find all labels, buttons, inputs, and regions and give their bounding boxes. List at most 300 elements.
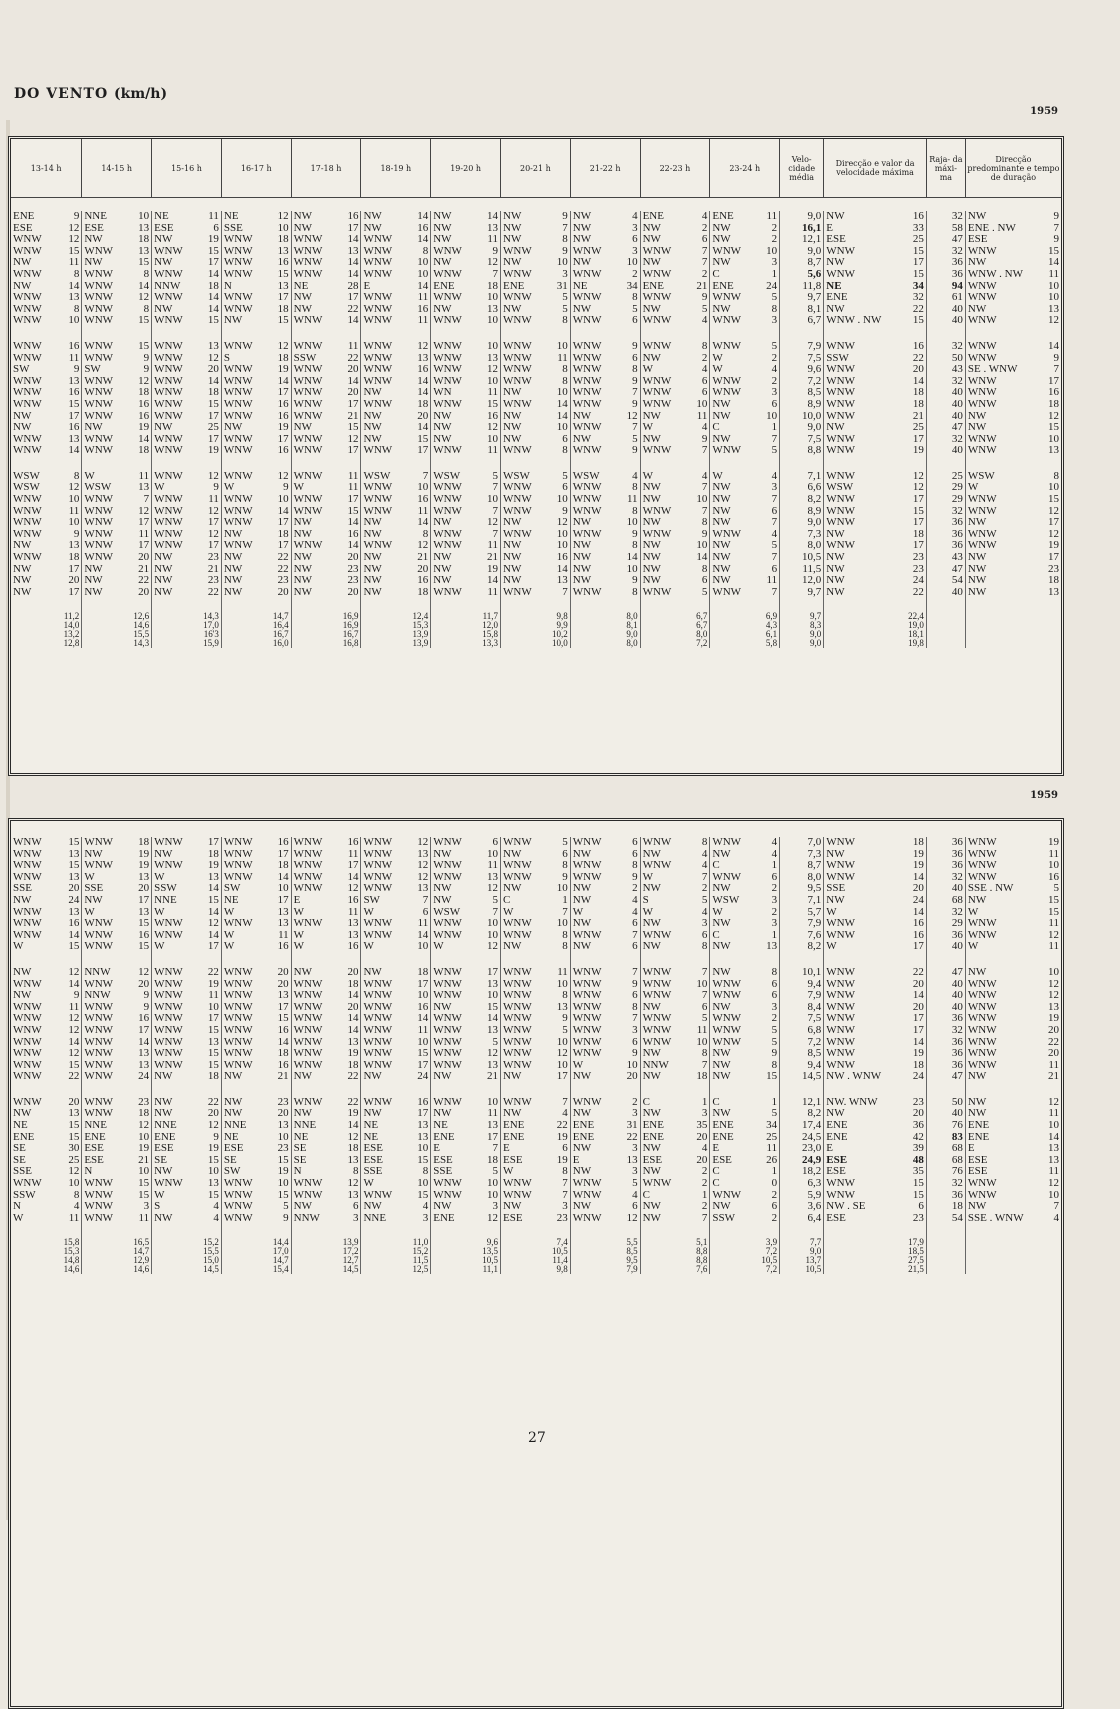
table-cell: 14 WNW	[221, 506, 291, 518]
summary-cell: 7,6	[640, 1265, 710, 1274]
summary-row	[11, 1247, 1061, 1256]
table-cell: 13 WNW	[11, 292, 82, 304]
table-cell: 16 WNW	[967, 871, 1059, 883]
table-cell: 23 ESE	[824, 1213, 927, 1225]
table-cell: 7 WNW	[501, 1178, 571, 1190]
table-cell: 22 NW	[221, 564, 291, 576]
table-row	[11, 269, 1061, 281]
table-cell: 8 WNW	[501, 315, 571, 327]
summary-row	[11, 1265, 1061, 1274]
table-cell: 11,5	[780, 564, 824, 576]
table-cell: 13 NW	[431, 304, 501, 316]
table-cell: 17 WNW	[82, 1025, 152, 1037]
table-row	[11, 387, 1061, 399]
summary-cell: 9,8	[501, 1265, 571, 1274]
table-cell: 7 WNW	[570, 967, 640, 979]
table-cell: 23 NW	[291, 564, 361, 576]
table-cell: 15 NW	[291, 422, 361, 434]
table-cell: 12 WNW	[967, 505, 1059, 517]
table-cell: 18 WNW	[221, 1048, 291, 1060]
table-cell: 15 SE	[221, 1155, 291, 1167]
table-cell: 14 NNE	[291, 1120, 361, 1132]
table-cell: 17 WNW	[221, 849, 291, 861]
table-cell: 40	[926, 304, 965, 316]
table-cell: 15 NW	[967, 422, 1059, 434]
table-cell: 17 WNW	[431, 967, 501, 979]
table-cell: 9 WNW	[570, 376, 640, 388]
table-cell: 22 ENE	[570, 1132, 640, 1144]
table-cell: 8 NW	[501, 234, 571, 246]
table-cell: 12 WNW	[431, 1048, 501, 1060]
table-cell: 17 W	[824, 941, 927, 953]
summary-cell: 13,2	[11, 630, 82, 639]
table-cell: 22 NW	[221, 552, 291, 564]
table-cell: 12 NW	[431, 257, 501, 269]
table-cell: 8 NW	[361, 529, 431, 541]
summary-cell: 12,6	[82, 612, 152, 621]
table-cell: 24 NW	[824, 575, 927, 587]
table-cell: 8,2	[780, 494, 824, 506]
table-cell: 11 NW	[640, 411, 710, 423]
table-cell: 18 NNW	[152, 281, 222, 293]
table-cell: 15 WNW	[152, 1048, 222, 1060]
table-cell: 2 W	[710, 907, 780, 919]
table-row	[11, 341, 1061, 353]
table-cell: 47	[926, 564, 965, 576]
table-cell: 15 WNW	[152, 1060, 222, 1072]
table-cell: 23 NW. WNW	[824, 1097, 927, 1109]
table-cell: 18 NW	[967, 575, 1059, 587]
table-cell: 47	[926, 234, 965, 246]
table-cell: 17 NW	[11, 587, 82, 599]
table-cell: 15 WNW	[824, 506, 927, 518]
table-row	[11, 1201, 1061, 1213]
table-cell: 10 NW	[710, 411, 780, 423]
table-cell: 11 NW	[11, 257, 82, 269]
summary-cell	[965, 1256, 1061, 1265]
table-cell: 21 WNW	[291, 411, 361, 423]
table-cell: 34 NE	[824, 281, 927, 293]
table-cell: 23 NW	[824, 552, 927, 564]
table-cell: 7 NW	[640, 482, 710, 494]
column-header: 16-17 h	[221, 139, 291, 198]
table-cell: 20 WNW	[82, 979, 152, 991]
table-cell: 3 NW	[710, 257, 780, 269]
table-cell: 36	[926, 529, 965, 541]
table-cell: 40	[926, 979, 965, 991]
table-cell: 54	[926, 575, 965, 587]
title-text: DO VENTO	[14, 86, 109, 102]
table-cell: 43	[926, 364, 965, 376]
table-cell: 18 WNW	[82, 1108, 152, 1120]
table-cell: 7 WNW	[501, 587, 571, 599]
table-cell: 19 NW	[291, 1108, 361, 1120]
table-cell: 12,1	[780, 1097, 824, 1109]
table-cell: 10 WNW	[431, 292, 501, 304]
summary-cell: 9,0	[780, 630, 824, 639]
table-cell: 11 WN	[431, 387, 501, 399]
table-cell: 7 SE . WNW	[967, 364, 1059, 376]
table-cell: 11 WNW	[291, 471, 361, 483]
table-cell: 11 W	[221, 930, 291, 942]
table-cell: 58	[926, 223, 965, 235]
table-cell: 5 S	[640, 895, 710, 907]
table-cell: 8 WSW	[967, 470, 1059, 482]
summary-cell: 8,8	[640, 1247, 710, 1256]
table-cell: 8 WNW	[570, 587, 640, 599]
table-cell: 13 WNW	[221, 990, 291, 1002]
table-cell: 8 WNW	[501, 376, 571, 388]
summary-cell	[926, 630, 965, 639]
table-cell: 11 W	[82, 471, 152, 483]
table-cell: 12 WNW	[152, 506, 222, 518]
table-cell: 9 WNW	[570, 399, 640, 411]
summary-cell: 6,7	[640, 621, 710, 630]
table-row	[11, 434, 1061, 446]
summary-cell: 18,1	[824, 630, 927, 639]
table-cell: 14 WNW	[11, 445, 82, 457]
table-cell: 10 NW	[570, 564, 640, 576]
summary-cell: 17,9	[824, 1238, 927, 1247]
table-cell: 9,0	[780, 211, 824, 223]
table-cell: 13 WNW	[291, 918, 361, 930]
table-cell: 13 E	[570, 1155, 640, 1167]
table-row	[11, 849, 1061, 861]
table-cell: 14 WNW	[824, 376, 927, 388]
table-cell: 3 NNW	[291, 1213, 361, 1225]
table-cell: 12 NW	[967, 1096, 1059, 1108]
table-cell: 13 NE	[361, 1120, 431, 1132]
table-cell: 16 WNW	[82, 930, 152, 942]
table-cell: 40	[926, 399, 965, 411]
table-cell: 14 WNW	[361, 234, 431, 246]
table-cell: 12 WNW	[967, 315, 1059, 327]
table-cell: 7 WNW	[570, 422, 640, 434]
table-cell: 13 NW	[501, 575, 571, 587]
table-cell: 13 NW	[710, 941, 780, 953]
table-row	[11, 1190, 1061, 1202]
table-cell: 5 NW	[431, 895, 501, 907]
summary-cell: 9,5	[570, 1256, 640, 1265]
table-cell: 12 WNW	[82, 376, 152, 388]
table-cell: 16 WNW	[967, 387, 1059, 399]
table-cell: 4 WSW	[570, 471, 640, 483]
table-cell: 11 WNW	[11, 506, 82, 518]
table-cell: 18 WNW	[152, 387, 222, 399]
table-cell: 19 ESE	[501, 1155, 571, 1167]
table-cell: 6 WNW	[710, 872, 780, 884]
table-cell: 29	[926, 494, 965, 506]
table-cell: 15 WNW	[11, 1060, 82, 1072]
table-cell: 20 NW	[291, 552, 361, 564]
table-cell: 22 WNW	[291, 1097, 361, 1109]
table-cell: 20 WNW	[967, 1048, 1059, 1060]
table-cell: 15 WNW . NW	[824, 315, 927, 327]
table-cell: 7 WNW	[501, 1190, 571, 1202]
table-cell: 11 W	[967, 941, 1059, 953]
table-cell: 13 NW	[431, 223, 501, 235]
table-cell: 15 WNW	[152, 315, 222, 327]
table-cell: 14 W	[824, 907, 927, 919]
table-cell: 12 WNW	[11, 1013, 82, 1025]
table-cell: 6 NW	[710, 506, 780, 518]
table-row	[11, 517, 1061, 529]
table-cell: 32	[926, 376, 965, 388]
table-cell: 14 WNW	[221, 1037, 291, 1049]
wind-table-bottom	[8, 818, 1064, 1709]
column-header: 22-23 h	[640, 139, 710, 198]
table-cell: 8 WNW	[570, 482, 640, 494]
summary-cell: 11,5	[361, 1256, 431, 1265]
table-cell: 5 WNW	[221, 1201, 291, 1213]
table-cell: 15 WNW	[824, 1178, 927, 1190]
table-cell: 9 NW	[710, 1048, 780, 1060]
table-cell: 13 NW	[967, 303, 1059, 315]
table-cell: 12 WNW	[82, 292, 152, 304]
table-cell: 16 WNW	[221, 411, 291, 423]
table-cell: 7,2	[780, 376, 824, 388]
table-cell: 13 W	[291, 930, 361, 942]
table-cell: 13 WNW	[361, 849, 431, 861]
table-cell: 14 WNW	[152, 376, 222, 388]
table-cell: 12 WNW	[361, 872, 431, 884]
table-cell: 25 ESE	[824, 234, 927, 246]
table-cell: 5 NW	[640, 304, 710, 316]
table-cell: 15 ESE	[361, 1155, 431, 1167]
table-cell: 4 WNW	[640, 315, 710, 327]
table-cell: 39 E	[824, 1143, 927, 1155]
summary-cell: 10,5	[431, 1256, 501, 1265]
table-cell: 20 NW	[824, 1108, 927, 1120]
table-row	[11, 540, 1061, 552]
table-cell: 10 NNE	[82, 211, 152, 223]
summary-cell: 15,5	[152, 1247, 222, 1256]
table-cell: 8 NW	[640, 941, 710, 953]
table-row	[11, 967, 1061, 979]
table-cell: 10 NW	[501, 387, 571, 399]
table-cell: 18 WNW	[82, 445, 152, 457]
table-cell: 6 WNW	[640, 930, 710, 942]
table-cell: 17 WNW	[82, 517, 152, 529]
table-cell: 12 WNW	[501, 1048, 571, 1060]
table-row	[11, 471, 1061, 483]
summary-cell: 14,6	[11, 1265, 82, 1274]
table-cell: 11 WNW	[152, 990, 222, 1002]
table-cell: 9 WNW	[640, 292, 710, 304]
table-cell: 7 NW	[640, 257, 710, 269]
table-cell: 8,0	[780, 540, 824, 552]
column-header: 19-20 h	[431, 139, 501, 198]
summary-cell: 10,2	[501, 630, 571, 639]
summary-cell: 10,5	[501, 1247, 571, 1256]
table-cell: 12 WNW	[824, 471, 927, 483]
table-cell: 24 ENE	[710, 281, 780, 293]
table-cell: 13 NW	[11, 540, 82, 552]
column-header: 18-19 h	[361, 139, 431, 198]
table-cell: 14 NW	[11, 281, 82, 293]
table-cell: 10 WNW	[11, 494, 82, 506]
table-cell: 9 NW	[11, 990, 82, 1002]
table-cell: 18 NW	[152, 849, 222, 861]
summary-cell: 14,5	[291, 1265, 361, 1274]
table-cell: 7,5	[780, 434, 824, 446]
table-cell: 20 WNW	[152, 364, 222, 376]
table-cell: 10,1	[780, 967, 824, 979]
summary-cell: 19,0	[824, 621, 927, 630]
summary-cell	[926, 621, 965, 630]
summary-row	[11, 612, 1061, 621]
table-cell: 11 ESE	[967, 1166, 1059, 1178]
table-cell: 8 WNW	[11, 269, 82, 281]
table-cell: 12 WNW	[361, 837, 431, 849]
table-cell: 6 NW . SE	[824, 1201, 927, 1213]
table-cell: 11 W	[291, 907, 361, 919]
table-cell: 3 WNW	[570, 1025, 640, 1037]
year-label-bottom: 1959	[1030, 790, 1058, 801]
table-cell: 14 NW	[152, 304, 222, 316]
table-cell: 19 ESE	[152, 1143, 222, 1155]
table-cell: 19 WNW	[967, 540, 1059, 552]
table-cell: 14 WNW	[291, 1013, 361, 1025]
table-cell: 9 ESE	[967, 234, 1059, 246]
table-row	[11, 315, 1061, 327]
table-cell: 10 WNW	[640, 1037, 710, 1049]
table-cell: 7 NW	[710, 434, 780, 446]
table-cell: 47	[926, 422, 965, 434]
table-row	[11, 1048, 1061, 1060]
summary-cell: 15,8	[11, 1238, 82, 1247]
table-cell: 14 WNW	[82, 281, 152, 293]
table-cell: 10 NW	[640, 540, 710, 552]
table-cell: 6 NW	[501, 849, 571, 861]
table-cell: 14,5	[780, 1071, 824, 1083]
table-cell: 6 E	[501, 1143, 571, 1155]
table-cell: 4 NW	[570, 895, 640, 907]
summary-cell: 15,2	[361, 1247, 431, 1256]
table-cell: 14 WNW	[291, 872, 361, 884]
table-cell: 20 ESE	[640, 1155, 710, 1167]
table-cell: 17,4	[780, 1120, 824, 1132]
table-cell: 43	[926, 552, 965, 564]
table-cell: 40	[926, 990, 965, 1002]
table-cell: 4 W	[640, 422, 710, 434]
table-cell: 40	[926, 1108, 965, 1120]
summary-cell: 13,7	[780, 1256, 824, 1265]
table-cell: 14 WNW	[11, 930, 82, 942]
table-cell: 32	[926, 506, 965, 518]
table-cell: 19 WNW	[824, 1048, 927, 1060]
summary-cell: 10,0	[501, 639, 571, 648]
table-cell: 22 NW	[152, 1097, 222, 1109]
table-cell: 20 NW	[291, 967, 361, 979]
table-cell: 11 W	[11, 1213, 82, 1225]
table-cell: 12 NNW	[82, 967, 152, 979]
table-cell: 76	[926, 1166, 965, 1178]
table-cell: 32	[926, 1025, 965, 1037]
table-cell: 4 WNW	[570, 1190, 640, 1202]
summary-row	[11, 621, 1061, 630]
table-cell: 15 NW	[431, 1002, 501, 1014]
table-cell: 15 NNE	[152, 895, 222, 907]
table-cell: 7,9	[780, 341, 824, 353]
table-cell: 12 WNW	[967, 990, 1059, 1002]
table-cell: 15 WNW	[361, 1048, 431, 1060]
table-cell: 11 WNW	[361, 292, 431, 304]
table-cell: 16 WNW	[82, 399, 152, 411]
table-cell: 36	[926, 257, 965, 269]
summary-cell: 11,0	[361, 1238, 431, 1247]
table-cell: 18 WNW	[824, 387, 927, 399]
summary-cell: 16,0	[221, 639, 291, 648]
table-row	[11, 482, 1061, 494]
table-cell: 17 WNW	[221, 540, 291, 552]
table-cell: 18 NW	[361, 967, 431, 979]
table-cell: 36 ENE	[824, 1120, 927, 1132]
table-cell: 10,0	[780, 411, 824, 423]
table-cell: 22 SSW	[824, 353, 927, 365]
table-cell: 19 SW	[221, 1166, 291, 1178]
table-cell: 2 NW	[570, 883, 640, 895]
table-cell: 11 WNW	[361, 506, 431, 518]
table-cell: 13 WNW	[501, 1002, 571, 1014]
table-cell: 18 WNW	[82, 837, 152, 849]
table-cell: 16 WNW	[361, 364, 431, 376]
table-cell: 25 ENE	[710, 1132, 780, 1144]
table-row	[11, 257, 1061, 269]
table-cell: 8,9	[780, 399, 824, 411]
table-cell: 6,8	[780, 1025, 824, 1037]
table-cell: 20 WNW	[824, 1002, 927, 1014]
table-cell: 19 WNW	[221, 364, 291, 376]
table-cell: 12 NNE	[82, 1120, 152, 1132]
table-cell: 20 WNW	[291, 364, 361, 376]
table-cell: 19 NW	[152, 234, 222, 246]
table-cell: 7 WNW	[431, 529, 501, 541]
table-cell: 16 NW	[824, 211, 927, 223]
table-cell: 2 WNW	[570, 269, 640, 281]
table-cell: 5 NW	[570, 434, 640, 446]
table-cell: 5 WNW	[710, 445, 780, 457]
table-cell: 23 NW	[291, 575, 361, 587]
table-row	[11, 1143, 1061, 1155]
summary-cell: 16,9	[291, 621, 361, 630]
table-row	[11, 979, 1061, 991]
table-cell: 17 NW	[501, 1071, 571, 1083]
table-cell: 6 NW	[710, 399, 780, 411]
summary-row	[11, 1256, 1061, 1265]
table-cell: 6 WNW	[570, 1037, 640, 1049]
table-cell: 22 NW	[82, 575, 152, 587]
summary-cell: 9,0	[780, 639, 824, 648]
summary-cell: 5,1	[640, 1238, 710, 1247]
table-cell: 48 ESE	[824, 1155, 927, 1167]
table-cell: 14 WNW	[361, 376, 431, 388]
table-cell: 10 WNW	[361, 990, 431, 1002]
table-cell: 5 NW	[710, 1108, 780, 1120]
table-cell: 36	[926, 517, 965, 529]
table-cell: 8 WNW	[11, 304, 82, 316]
summary-cell: 16,7	[291, 630, 361, 639]
table-cell: 50	[926, 353, 965, 365]
table-cell: 19 WNW	[152, 445, 222, 457]
table-cell: 3 NW	[570, 1143, 640, 1155]
table-row	[11, 292, 1061, 304]
table-cell: 32	[926, 872, 965, 884]
table-cell: 2 W	[710, 353, 780, 365]
table-cell: 40	[926, 587, 965, 599]
table-cell: 9 WNW	[82, 1002, 152, 1014]
table-cell: 24 WNW	[82, 1071, 152, 1083]
